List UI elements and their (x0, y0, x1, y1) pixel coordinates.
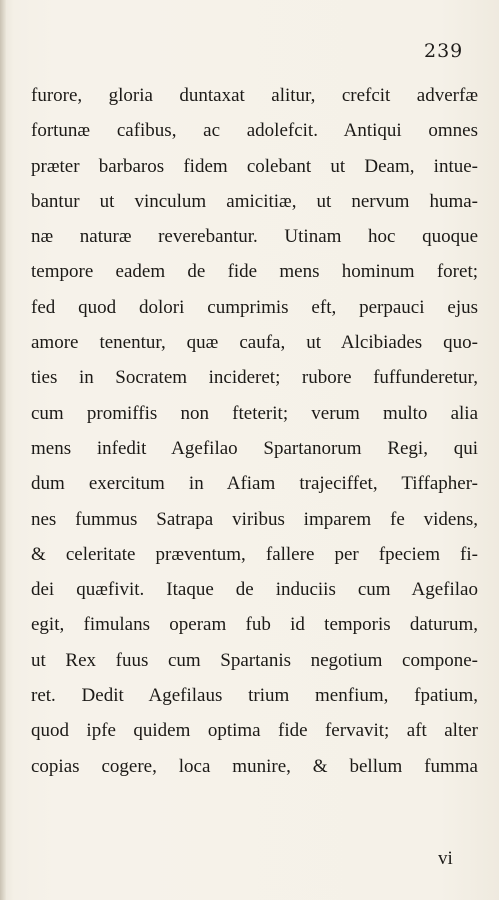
text-line: & celeritate præventum, fallere per fpeciem fi- (31, 543, 478, 565)
text-line: quod ipfe quidem optima fide fervavit; aft alter (31, 720, 478, 742)
text-line: tempore eadem de fide mens hominum foret; (31, 261, 478, 283)
body-text (31, 78, 478, 784)
text-line: ut Rex fuus cum Spartanis negotium compone- (31, 649, 478, 671)
text-line: cum promiffis non fteterit; verum multo alia (31, 402, 478, 424)
text-line: ret. Dedit Agefilaus trium menfium, fpatium, (31, 685, 478, 707)
text-line: præter barbaros fidem colebant ut Deam, intue- (31, 155, 478, 177)
binding-edge (0, 0, 6, 900)
text-line: nes fummus Satrapa viribus imparem fe videns, (31, 508, 478, 530)
text-line: næ naturæ reverebantur. Utinam hoc quoque (31, 226, 478, 248)
page-number: 239 (424, 40, 464, 62)
text-line: ties in Socratem incideret; rubore fuffunderetur, (31, 367, 478, 389)
text-line: fed quod dolori cumprimis eft, perpauci ejus (31, 296, 478, 318)
text-line: amore tenentur, quæ caufa, ut Alcibiades quo- (31, 332, 478, 354)
text-line: egit, fimulans operam fub id temporis daturum, (31, 614, 478, 636)
text-line: furore, gloria duntaxat alitur, crefcit adverfæ (31, 85, 478, 106)
text-line: mens infedit Agefilao Spartanorum Regi, qui (31, 437, 478, 459)
text-line: copias cogere, loca munire, & bellum fumma (31, 755, 478, 777)
text-line: bantur ut vinculum amicitiæ, ut nervum huma- (31, 190, 478, 212)
catchword: vi (438, 848, 453, 869)
text-line: fortunæ cafibus, ac adolefcit. Antiqui omnes (31, 120, 478, 142)
text-line: dei quæfivit. Itaque de induciis cum Agefilao (31, 579, 478, 601)
text-line: dum exercitum in Afiam trajeciffet, Tiffapher- (31, 473, 478, 495)
